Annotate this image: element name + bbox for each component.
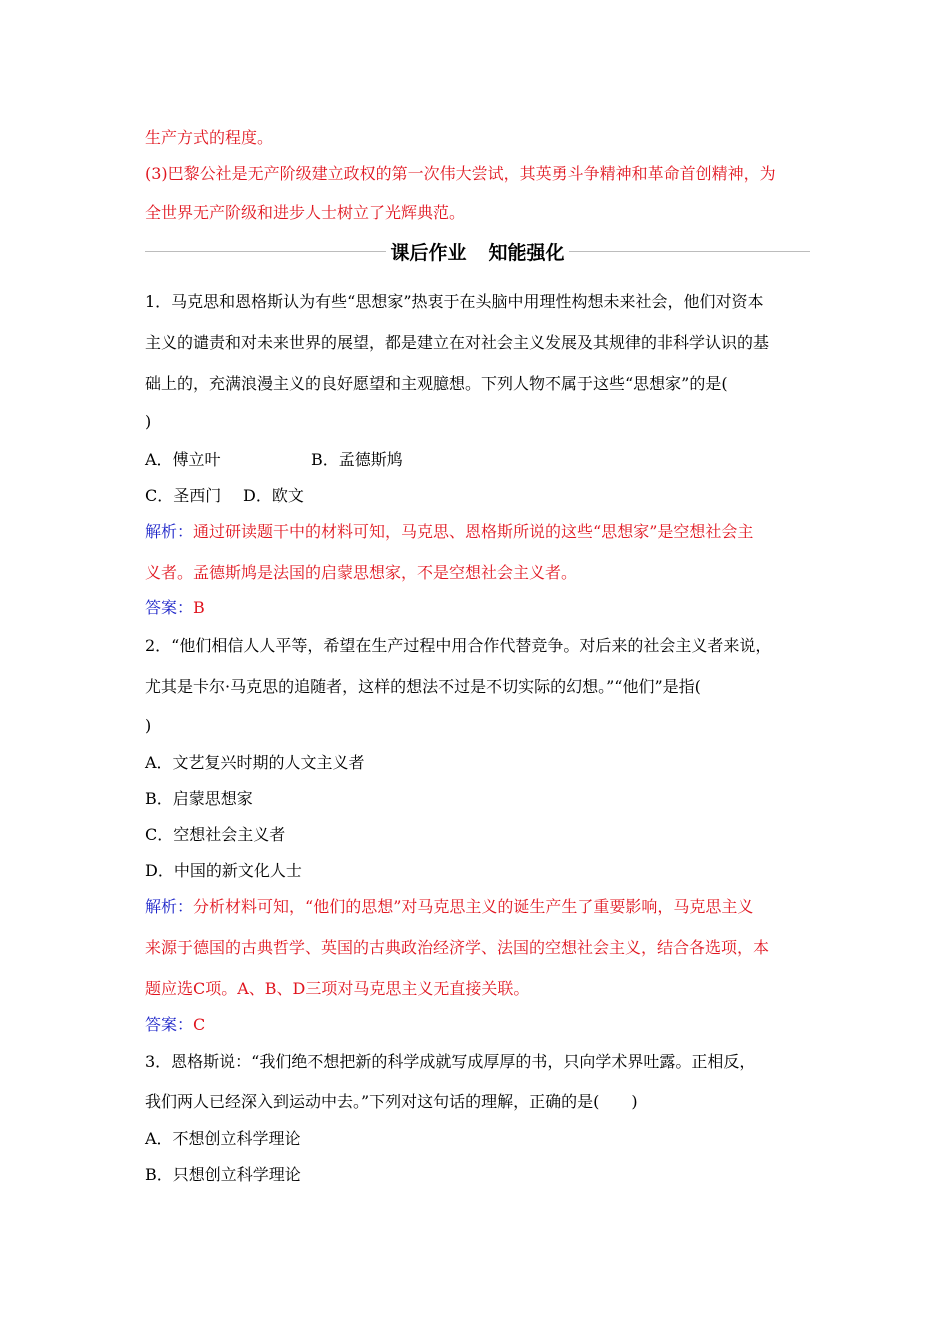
q2-analysis-line-1 [145,897,810,917]
q2-analysis-label: 解析： [145,897,194,916]
q1-analysis-line-1 [145,522,810,542]
intro-line-3: 全世界无产阶级和进步人士树立了光辉典范。 [145,203,466,222]
q2-analysis-text-1: 分析材料可知，“他们的思想”对马克思主义的诞生产生了重要影响，马克思主义 [193,897,754,916]
q1-stem-line-4: ) [145,412,152,431]
q2-answer-label: 答案： [145,1015,194,1034]
q1-stem-line-1: 1．马克思和恩格斯认为有些“思想家”热衷于在头脑中用理性构想未来社会，他们对资本 [145,292,764,311]
q1-options-row-2 [145,486,810,506]
q2-answer-value: C [193,1015,206,1034]
q1-analysis-line-2: 义者。孟德斯鸠是法国的启蒙思想家，不是空想社会主义者。 [145,563,578,582]
section-heading-title [386,238,568,265]
intro-line-2: (3)巴黎公社是无产阶级建立政权的第一次伟大尝试，其英勇斗争精神和革命首创精神，为 [145,164,776,183]
q2-stem-line-1: 2．“他们相信人人平等，希望在生产过程中用合作代替竞争。对后来的社会主义者来说， [145,636,772,655]
heading-rule-right [569,251,810,252]
heading-part-1: 课后作业 [390,241,467,264]
q2-option-b: B．启蒙思想家 [145,789,253,808]
heading-rule-left [145,251,386,252]
q1-options-row-1 [145,450,810,470]
q1-answer [145,598,810,618]
q2-stem-line-3: ) [145,716,152,735]
q1-analysis-label: 解析： [145,522,194,541]
q1-option-b: B．孟德斯鸠 [311,450,403,469]
section-heading [145,238,810,264]
q2-option-d: D．中国的新文化人士 [145,861,302,880]
q1-option-d: D．欧文 [243,486,304,505]
q1-stem-line-3: 础上的，充满浪漫主义的良好愿望和主观臆想。下列人物不属于这些“思想家”的是( [145,374,728,393]
q1-answer-label: 答案： [145,598,194,617]
q1-answer-value: B [193,598,205,617]
q1-analysis-text-1: 通过研读题干中的材料可知，马克思、恩格斯所说的这些“思想家”是空想社会主 [193,522,754,541]
q1-stem-line-2: 主义的谴责和对未来世界的展望，都是建立在对社会主义发展及其规律的非科学认识的基 [145,333,770,352]
q2-answer [145,1015,810,1035]
intro-line-1: 生产方式的程度。 [145,128,274,147]
q3-stem-line-1: 3．恩格斯说：“我们绝不想把新的科学成就写成厚厚的书，只向学术界吐露。正相反， [145,1052,756,1071]
q1-option-a: A．傅立叶 [145,450,221,469]
q2-option-a: A．文艺复兴时期的人文主义者 [145,753,365,772]
q3-option-a: A．不想创立科学理论 [145,1129,301,1148]
q3-stem-line-2: 我们两人已经深入到运动中去。”下列对这句话的理解，正确的是( ) [145,1092,638,1111]
q2-analysis-line-3: 题应选C项。A、B、D三项对马克思主义无直接关联。 [145,979,530,998]
q3-option-b: B．只想创立科学理论 [145,1165,301,1184]
q2-stem-line-2: 尤其是卡尔·马克思的追随者，这样的想法不过是不切实际的幻想。”“他们”是指( [145,677,701,696]
q1-option-c: C．圣西门 [145,486,222,505]
q2-option-c: C．空想社会主义者 [145,825,286,844]
q2-analysis-line-2: 来源于德国的古典哲学、英国的古典政治经济学、法国的空想社会主义，结合各选项，本 [145,938,770,957]
heading-part-2: 知能强化 [488,241,565,264]
